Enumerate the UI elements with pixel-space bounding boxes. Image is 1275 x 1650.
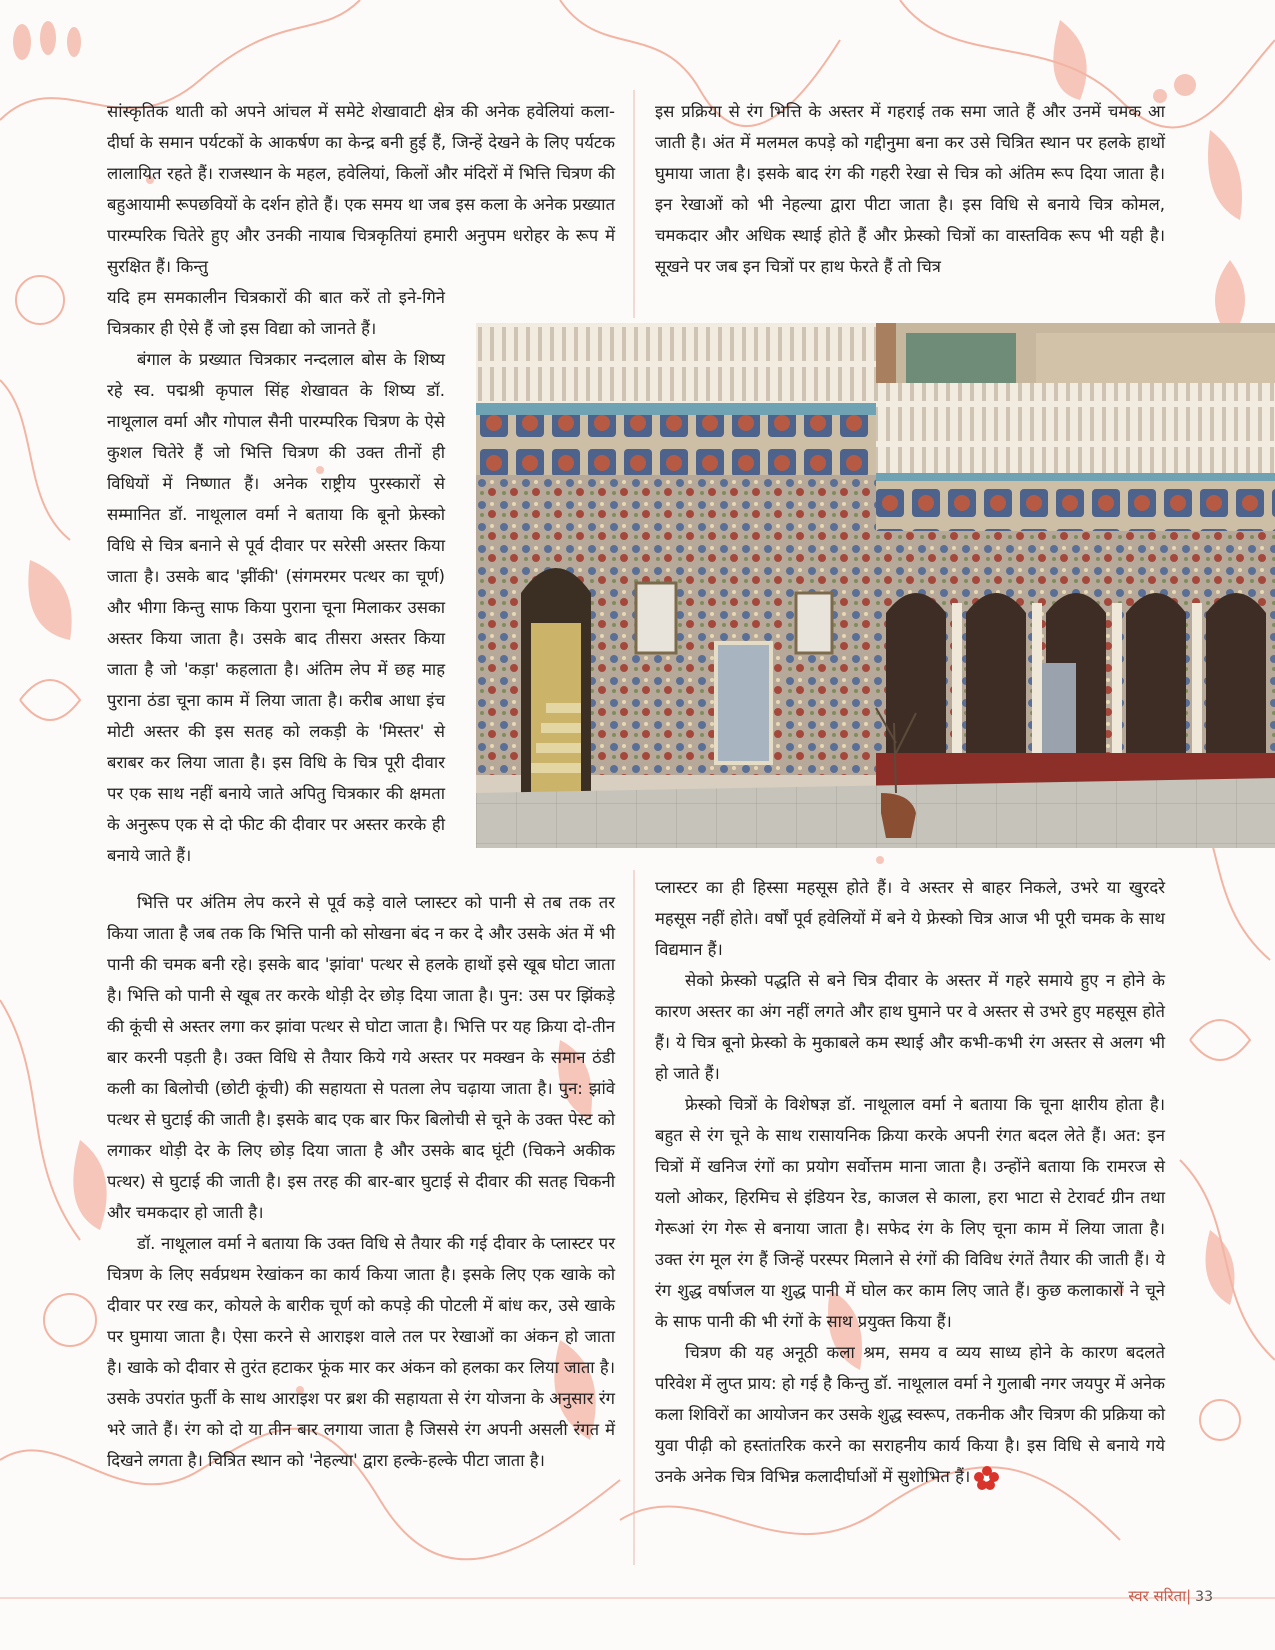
left-column-top xyxy=(107,96,615,282)
paragraph: सांस्कृतिक थाती को अपने आंचल में समेटे शेखावाटी क्षेत्र की अनेक हवेलियां कला-दीर्घा के समान पर्यटकों के आकर्षण का केन्द्र बनी हुई हैं, जिन्हें देखने के लिए पर्यटक लालायित रहते हैं। राजस्थान के महल, हवेलियां, किलों और मंदिरों में भित्ति चित्रण की बहुआयामी रूपछवियों के दर्शन होते हैं। एक समय था जब इस कला के अनेक प्रख्यात पारम्परिक चितेरे हुए और उनकी नायाब चित्रकृतियां हमारी अनुपम धरोहर के रूप में सुरक्षित हैं। किन्तु xyxy=(107,102,615,276)
flower-end-mark-icon xyxy=(974,1465,1000,1491)
page-number: 33 xyxy=(1195,1589,1213,1605)
paragraph: यदि हम समकालीन चित्रकारों की बात करें तो इने-गिने चित्रकार ही ऐसे हैं जो इस विद्या को जानते हैं। xyxy=(107,288,445,338)
paragraph: फ्रेस्को चित्रों के विशेषज्ञ डॉ. नाथूलाल वर्मा ने बताया कि चूना क्षारीय होता है। बहुत से रंग चूने के साथ रासायनिक क्रिया करके अपनी रंगत बदल लेते हैं। अत: इन चित्रों में खनिज रंगों का प्रयोग सर्वोत्तम माना जाता है। उन्होंने बताया कि रामरज से यलो ओकर, हिरमिच से इंडियन रेड, काजल से काला, हरा भाटा से टेरावर्ट ग्रीन तथा गेरूआं रंग गेरू से बनाया जाता है। सफेद रंग के लिए चूना काम में लिया जाता है। उक्त रंग मूल रंग हैं जिन्हें परस्पर मिलाने से रंगों की विविध रंगतें तैयार की जाती हैं। ये रंग शुद्ध वर्षाजल या शुद्ध पानी में घोल कर काम लिए जाते हैं। कुछ कलाकारों ने चूने के साफ पानी की भी रंगों के साथ प्रयुक्त किया हैं। xyxy=(655,1095,1165,1331)
right-column-bottom xyxy=(655,872,1165,1492)
left-column-mid xyxy=(107,282,445,871)
paragraph: बंगाल के प्रख्यात चित्रकार नन्दलाल बोस के शिष्य रहे स्व. पद्मश्री कृपाल सिंह शेखावत के शिष्य डॉ. नाथूलाल वर्मा और गोपाल सैनी पारम्परिक चित्रण के ऐसे कुशल चितेरे हैं जो भित्ति चित्रण की उक्त तीनों ही विधियों में निष्णात हैं। अनेक राष्ट्रीय पुरस्कारों से सम्मानित डॉ. नाथूलाल वर्मा ने बताया कि बूनो फ्रेस्को विधि से चित्र बनाने से पूर्व दीवार पर सरेसी अस्तर किया जाता है। उसके बाद 'झींकी' (संगमरमर पत्थर का चूर्ण) और भीगा किन्तु साफ किया पुराना चूना मिलाकर उसका अस्तर किया जाता है। उसके बाद तीसरा अस्तर किया जाता है जो 'कड़ा' कहलाता है। अंतिम लेप में छह माह पुराना ठंडा चूना काम में लिया जाता है। करीब आधा इंच मोटी अस्तर की इस सतह को लकड़ी के 'मिस्तर' से बराबर कर लिया जाता है। इस विधि के चित्र पूरी दीवार पर एक साथ नहीं बनाये जाते अपितु चित्रकार की क्षमता के अनुरूप एक से दो फीट की दीवार पर अस्तर करके ही बनाये जाते हैं। xyxy=(107,350,445,865)
paragraph-text: चित्रण की यह अनूठी कला श्रम, समय व व्यय साध्य होने के कारण बदलते परिवेश में लुप्त प्राय: हो गई है किन्तु डॉ. नाथूलाल वर्मा ने गुलाबी नगर जयपुर में अनेक कला शिविरों का आयोजन कर उसके शुद्ध स्वरूप, तकनीक और चित्रण की प्रक्रिया को युवा पीढ़ी को हस्तांतरिक करने का सराहनीय कार्य किया है। इस विधि से बनाये गये उनके अनेक चित्र विभिन्न कलादीर्घाओं में सुशोभित हैं। xyxy=(655,1343,1165,1486)
paragraph: डॉ. नाथूलाल वर्मा ने बताया कि उक्त विधि से तैयार की गई दीवार के प्लास्टर पर चित्रण के लिए सर्वप्रथम रेखांकन का कार्य किया जाता है। इसके लिए एक खाके को दीवार पर रख कर, कोयले के बारीक चूर्ण को कपड़े की पोटली में बांध कर, उसे खाके पर घुमाया जाता है। ऐसा करने से आराइश वाले तल पर रेखाओं का अंकन हो जाता है। खाके को दीवार से तुरंत हटाकर फूंक मार कर अंकन को हलका कर लिया जाता है। उसके उपरांत फुर्ती के साथ आराइश पर ब्रश की सहायता से रंग योजना के अनुसार रंग भरे जाते हैं। रंग को दो या तीन बार लगाया जाता है जिससे रंग अपनी असली रंगत में दिखने लगता है। चित्रित स्थान को 'नेहल्या' द्वारा हल्के-हल्के पीटा जाता है। xyxy=(107,1234,615,1470)
haveli-courtyard-photo xyxy=(476,323,1275,848)
paragraph xyxy=(655,1337,1165,1492)
paragraph: भित्ति पर अंतिम लेप करने से पूर्व कड़े वाले प्लास्टर को पानी से तब तक तर किया जाता है जब तक कि भित्ति पानी को सोखना बंद न कर दे और उसके अंत में भी पानी की चमक बनी रहे। इसके बाद 'झांवा' पत्थर से हलके हाथों इसे खूब घोटा जाता है। भित्ति को पानी से खूब तर करके थोड़ी देर छोड़ दिया जाता है। पुन: उस पर झिंकड़े की कूंची से अस्तर लगा कर झांवा पत्थर से घोटा जाता है। भित्ति पर यह क्रिया दो-तीन बार करनी पड़ती है। उक्त विधि से तैयार किये गये अस्तर पर मक्खन के समान ठंडी कली का बिलोची (छोटी कूंची) की सहायता से पतला लेप चढ़ाया जाता है। पुन: झांवे पत्थर से घुटाई की जाती है। इसके बाद एक बार फिर बिलोची से चूने के उक्त पेस्ट को लगाकर थोड़ी देर के लिए छोड़ दिया जाता है और उसके बाद घूंटी (चिकने अकीक पत्थर) से घुटाई की जाती है। इस तरह की बार-बार घुटाई से दीवार की सतह चिकनी और चमकदार हो जाती है। xyxy=(107,893,615,1222)
page-footer xyxy=(1128,1586,1213,1606)
paragraph: इस प्रक्रिया से रंग भित्ति के अस्तर में गहराई तक समा जाते हैं और उनमें चमक आ जाती है। अंत में मलमल कपड़े को गद्दीनुमा बना कर उसे चित्रित स्थान पर हलके हाथों घुमाया जाता है। इसके बाद रंग की गहरी रेखा से चित्र को अंतिम रूप दिया जाता है। इन रेखाओं को भी नेहल्या द्वारा पीटा जाता है। इस विधि से बनाये चित्र कोमल, चमकदार और अधिक स्थाई होते हैं और फ्रेस्को चित्रों का वास्तविक रूप भी यही है। सूखने पर जब इन चित्रों पर हाथ फेरते हैं तो चित्र xyxy=(655,102,1165,276)
paragraph: प्लास्टर का ही हिस्सा महसूस होते हैं। वे अस्तर से बाहर निकले, उभरे या खुरदरे महसूस नहीं होते। वर्षों पूर्व हवेलियों में बने ये फ्रेस्को चित्र आज भी पूरी चमक के साथ विद्यमान हैं। xyxy=(655,878,1165,959)
right-column-top xyxy=(655,96,1165,282)
magazine-name: स्वर सरिता xyxy=(1128,1587,1187,1605)
footer-separator: | xyxy=(1186,1587,1192,1605)
left-column-bottom xyxy=(107,887,615,1476)
paragraph: सेको फ्रेस्को पद्धति से बने चित्र दीवार के अस्तर में गहरे समाये हुए न होने के कारण अस्तर का अंग नहीं लगते और हाथ घुमाने पर वे अस्तर से उभरे हुए महसूस होते हैं। ये चित्र बूनो फ्रेस्को के मुकाबले कम स्थाई और कभी-कभी रंग अस्तर से अलग भी हो जाते हैं। xyxy=(655,971,1165,1083)
